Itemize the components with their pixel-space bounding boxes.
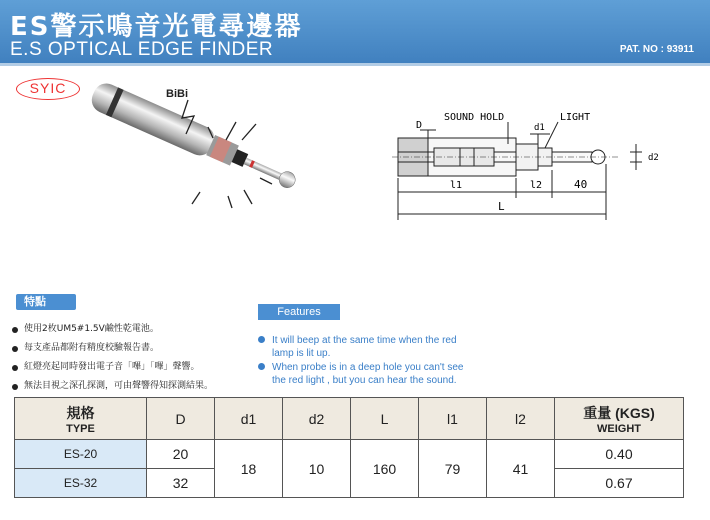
header-l2: l2 — [487, 398, 555, 440]
patent-number: PAT. NO : 93911 — [619, 44, 694, 55]
feature-zh-item: 使用2枚UM5#1.5V鹼性乾電池。 — [12, 320, 213, 339]
cell-weight: 0.67 — [555, 469, 684, 498]
header-d2: d2 — [283, 398, 351, 440]
technical-drawing — [390, 108, 680, 228]
cell-D: 32 — [147, 469, 215, 498]
dim-sound-hold: SOUND HOLD — [444, 112, 505, 123]
header-l1: l1 — [419, 398, 487, 440]
dim-light: LIGHT — [560, 112, 591, 123]
dim-l2: l2 — [530, 180, 543, 191]
table-header-row — [15, 398, 684, 440]
feature-en-item: It will beep at the same time when the red lamp is lit up. — [258, 334, 478, 360]
probe-ball — [277, 169, 298, 190]
cell-l2: 41 — [487, 440, 555, 498]
dim-d: D — [416, 120, 423, 131]
probe-shaft — [244, 158, 285, 181]
dim-d2: d2 — [648, 153, 659, 163]
header-divider — [0, 63, 710, 66]
cell-L: 160 — [351, 440, 419, 498]
dim-L: L — [498, 200, 505, 213]
features-zh-list — [12, 320, 213, 396]
page-title-en: E.S OPTICAL EDGE FINDER — [10, 39, 274, 60]
spec-table — [14, 397, 684, 498]
header-banner — [0, 0, 710, 66]
dim-l1: l1 — [450, 180, 463, 191]
features-zh-tag: 特點 — [16, 294, 76, 310]
cell-weight: 0.40 — [555, 440, 684, 469]
feature-zh-item: 每支產品都附有精度校驗報告書。 — [12, 339, 213, 358]
feature-en-item: When probe is in a deep hole you can't see the red light , but you can hear the sound. — [258, 361, 478, 387]
feature-zh-item: 紅燈亮起同時發出電子音「嗶」「嗶」聲響。 — [12, 358, 213, 377]
header-type: 規格 TYPE — [15, 398, 147, 440]
cell-d1: 18 — [215, 440, 283, 498]
beep-label: BiBi — [166, 88, 188, 100]
dim-d1: d1 — [534, 123, 545, 133]
table-row — [15, 440, 684, 469]
cell-d2: 10 — [283, 440, 351, 498]
header-d1: d1 — [215, 398, 283, 440]
feature-zh-item: 無法目視之深孔探測，可由聲響得知探測結果。 — [12, 377, 213, 396]
page-title-zh: ES警示鳴音光電尋邊器 — [10, 12, 303, 42]
cell-l1: 79 — [419, 440, 487, 498]
brand-logo: SYIC — [16, 78, 80, 100]
cell-D: 20 — [147, 440, 215, 469]
header-D: D — [147, 398, 215, 440]
features-en-tag: Features — [258, 304, 340, 320]
features-en-list — [258, 334, 478, 388]
cell-type: ES-32 — [15, 469, 147, 498]
header-L: L — [351, 398, 419, 440]
dim-40: 40 — [574, 178, 588, 191]
cell-type: ES-20 — [15, 440, 147, 469]
header-weight: 重量 (KGS) WEIGHT — [555, 398, 684, 440]
body-cylinder — [88, 80, 219, 160]
product-photo — [60, 80, 320, 230]
